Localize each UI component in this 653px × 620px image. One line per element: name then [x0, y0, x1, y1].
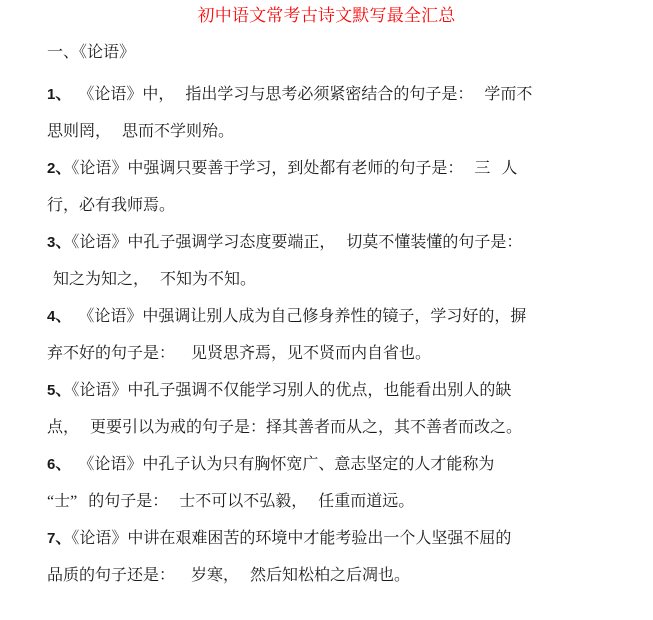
question-5-answer-b: 更要引以为戒的句子是：择其善者而从之，其不善者而改之。: [90, 419, 523, 436]
question-4-text-a: 《论语》中强调让别人成为自己修身养性的镜子，学习好的，摒: [78, 308, 527, 325]
question-2-line-1: [47, 150, 563, 187]
section-heading-lunyu: 一、《论语》: [47, 44, 136, 61]
question-1-line-2: [47, 113, 563, 150]
question-2-answer-a: 行，必有我师焉。: [47, 197, 176, 214]
question-5-marker: 、: [55, 382, 72, 399]
question-1-number: 1: [47, 86, 56, 103]
question-3-number: 3: [47, 234, 56, 251]
question-1-line-1: [47, 76, 563, 113]
question-6-answer-b: 士不可以不弘毅，: [179, 493, 308, 510]
question-item-7: [47, 520, 563, 594]
question-6-answer-a: 的句子是：: [88, 493, 169, 510]
question-6-number: 6: [47, 456, 56, 473]
question-5-line-2: [47, 409, 563, 446]
question-1-text-c: 学而不: [484, 86, 533, 103]
question-7-line-2: [47, 557, 563, 594]
question-6-line-2: [47, 483, 563, 520]
question-item-1: [47, 76, 563, 150]
question-7-answer-b: 岁寒，: [191, 567, 240, 584]
question-4-number: 4: [47, 308, 56, 325]
question-item-5: [47, 372, 563, 446]
question-4-line-1: [47, 298, 563, 335]
question-7-text-a: 《论语》中讲在艰难困苦的环境中才能考验出一个人坚强不屈的: [71, 530, 512, 547]
question-3-text-b: 切莫不懂装懂的句子是：: [346, 234, 523, 251]
question-6-marker: 、: [55, 456, 72, 473]
question-item-2: [47, 150, 563, 224]
question-7-answer-a: 品质的句子还是：: [47, 567, 176, 584]
question-1-text-a: 《论语》中，: [78, 86, 175, 103]
question-2-text-a: 《论语》中强调只要善于学习，到处都有老师的句子是：: [71, 160, 464, 177]
question-6-quoted-term: “士”: [47, 493, 78, 510]
question-6-line-1: [47, 446, 563, 483]
question-7-answer-c: 然后知松柏之后凋也。: [250, 567, 411, 584]
question-3-answer-b: 不知为不知。: [160, 271, 257, 288]
question-4-marker: 、: [55, 308, 72, 325]
question-item-6: [47, 446, 563, 520]
question-3-line-1: [47, 224, 563, 261]
question-5-text-a: 《论语》中孔子强调不仅能学习别人的优点，也能看出别人的缺: [71, 382, 512, 399]
question-5-line-1: [47, 372, 563, 409]
question-3-answer-a: 知之为知之，: [53, 271, 150, 288]
question-2-text-c: 人: [501, 160, 518, 177]
question-2-line-2: [47, 187, 563, 224]
question-item-3: [47, 224, 563, 298]
question-3-text-a: 《论语》中孔子强调学习态度要端正，: [71, 234, 336, 251]
question-2-number: 2: [47, 160, 56, 177]
question-1-answer-a: 思则罔，: [47, 123, 112, 140]
question-2-marker: 、: [55, 160, 72, 177]
question-1-text-b: 指出学习与思考必须紧密结合的句子是：: [185, 86, 474, 103]
question-1-answer-b: 思而不学则殆。: [122, 123, 235, 140]
document-body: [47, 76, 563, 594]
question-5-number: 5: [47, 382, 56, 399]
question-4-line-2: [47, 335, 563, 372]
question-7-line-1: [47, 520, 563, 557]
question-4-answer-a: 弃不好的句子是：: [47, 345, 176, 362]
question-6-answer-c: 任重而道远。: [318, 493, 415, 510]
question-1-marker: 、: [55, 86, 72, 103]
question-3-line-2: [47, 261, 563, 298]
question-2-text-b: 三: [474, 160, 491, 177]
question-7-number: 7: [47, 530, 56, 547]
question-5-answer-a: 点，: [47, 419, 80, 436]
page-title: 初中语文常考古诗文默写最全汇总: [197, 6, 456, 25]
question-item-4: [47, 298, 563, 372]
question-3-marker: 、: [55, 234, 72, 251]
question-7-marker: 、: [55, 530, 72, 547]
question-4-answer-b: 见贤思齐焉，见不贤而内自省也。: [191, 345, 432, 362]
question-6-text-a: 《论语》中孔子认为只有胸怀宽广、意志坚定的人才能称为: [78, 456, 495, 473]
